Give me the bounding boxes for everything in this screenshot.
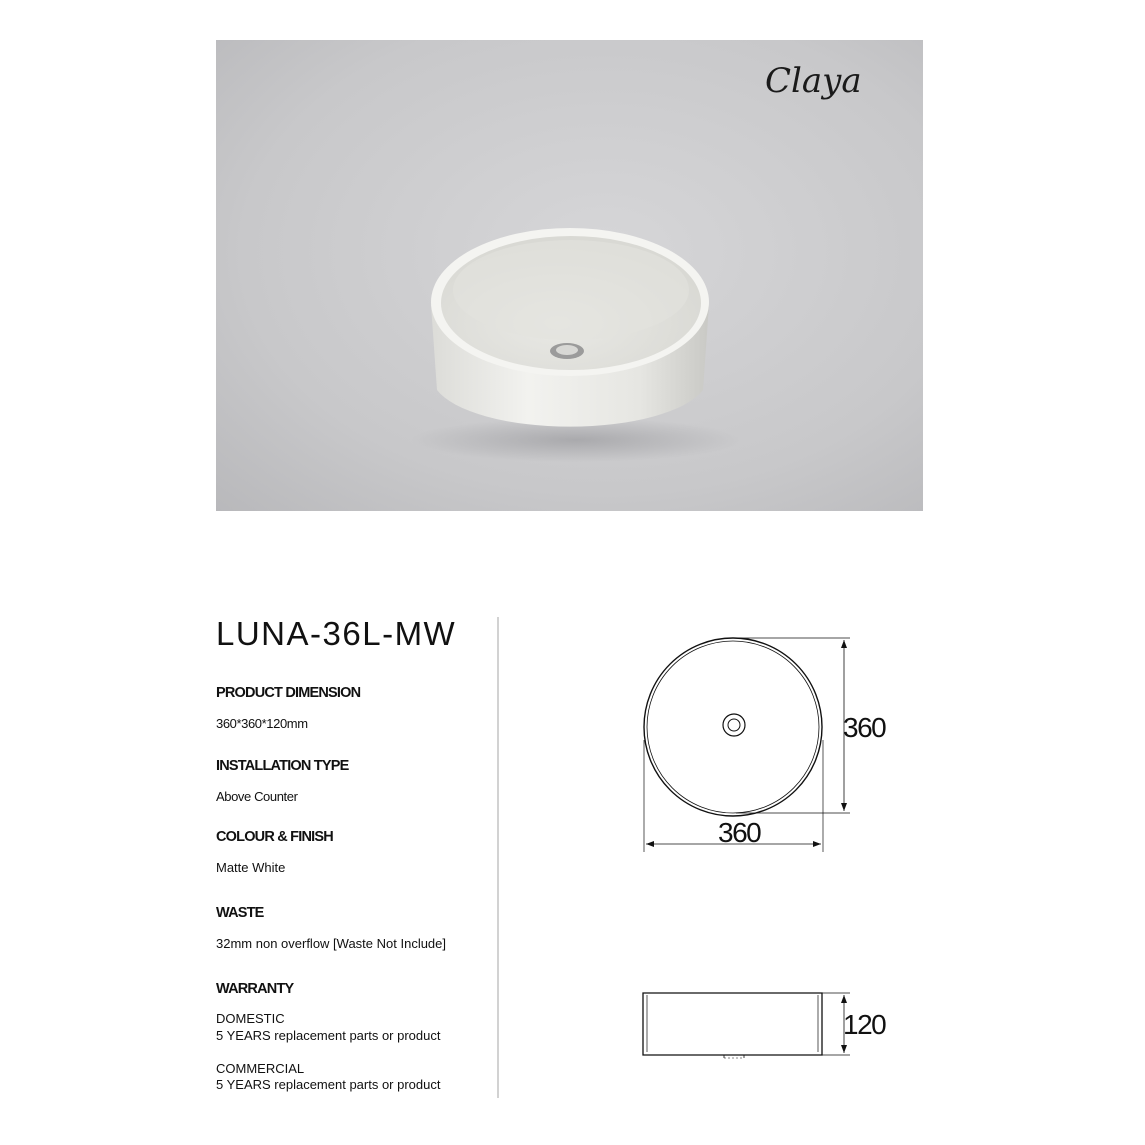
spec-value-installation: Above Counter [216, 789, 298, 804]
spec-value-waste: 32mm non overflow [Waste Not Include] [216, 936, 447, 951]
spec-label-waste: WASTE [216, 905, 264, 921]
spec-label-warranty: WARRANTY [216, 981, 294, 997]
claya-logo [759, 52, 909, 110]
product-photo [216, 40, 923, 511]
basin-photo-image [216, 40, 923, 511]
side-view-height-label: 120 [843, 1009, 886, 1040]
drain-outer [723, 714, 745, 736]
spec-label-colour: COLOUR & FINISH [216, 829, 333, 845]
spec-label-dimension: PRODUCT DIMENSION [216, 685, 361, 701]
spec-value-colour: Matte White [216, 860, 286, 875]
top-view-outer-rim [644, 638, 822, 816]
product-model-title: LUNA-36L-MW [216, 615, 457, 652]
warranty-domestic-text: 5 YEARS replacement parts or product [216, 1028, 441, 1043]
logo-wordmark: Claya [765, 61, 862, 101]
spec-value-dimension: 360*360*120mm [216, 716, 308, 731]
drain-inner [728, 719, 740, 731]
column-divider [497, 617, 499, 1098]
side-view-body [643, 993, 822, 1055]
top-view-inner-rim [647, 641, 819, 813]
warranty-commercial-title: COMMERCIAL [216, 1061, 305, 1076]
warranty-commercial-text: 5 YEARS replacement parts or product [216, 1077, 441, 1092]
top-view-width-label: 360 [718, 817, 761, 848]
side-view-drawing [636, 985, 866, 1065]
warranty-domestic-title: DOMESTIC [216, 1011, 285, 1026]
spec-label-installation: INSTALLATION TYPE [216, 758, 349, 774]
top-view-height-label: 360 [843, 712, 886, 743]
